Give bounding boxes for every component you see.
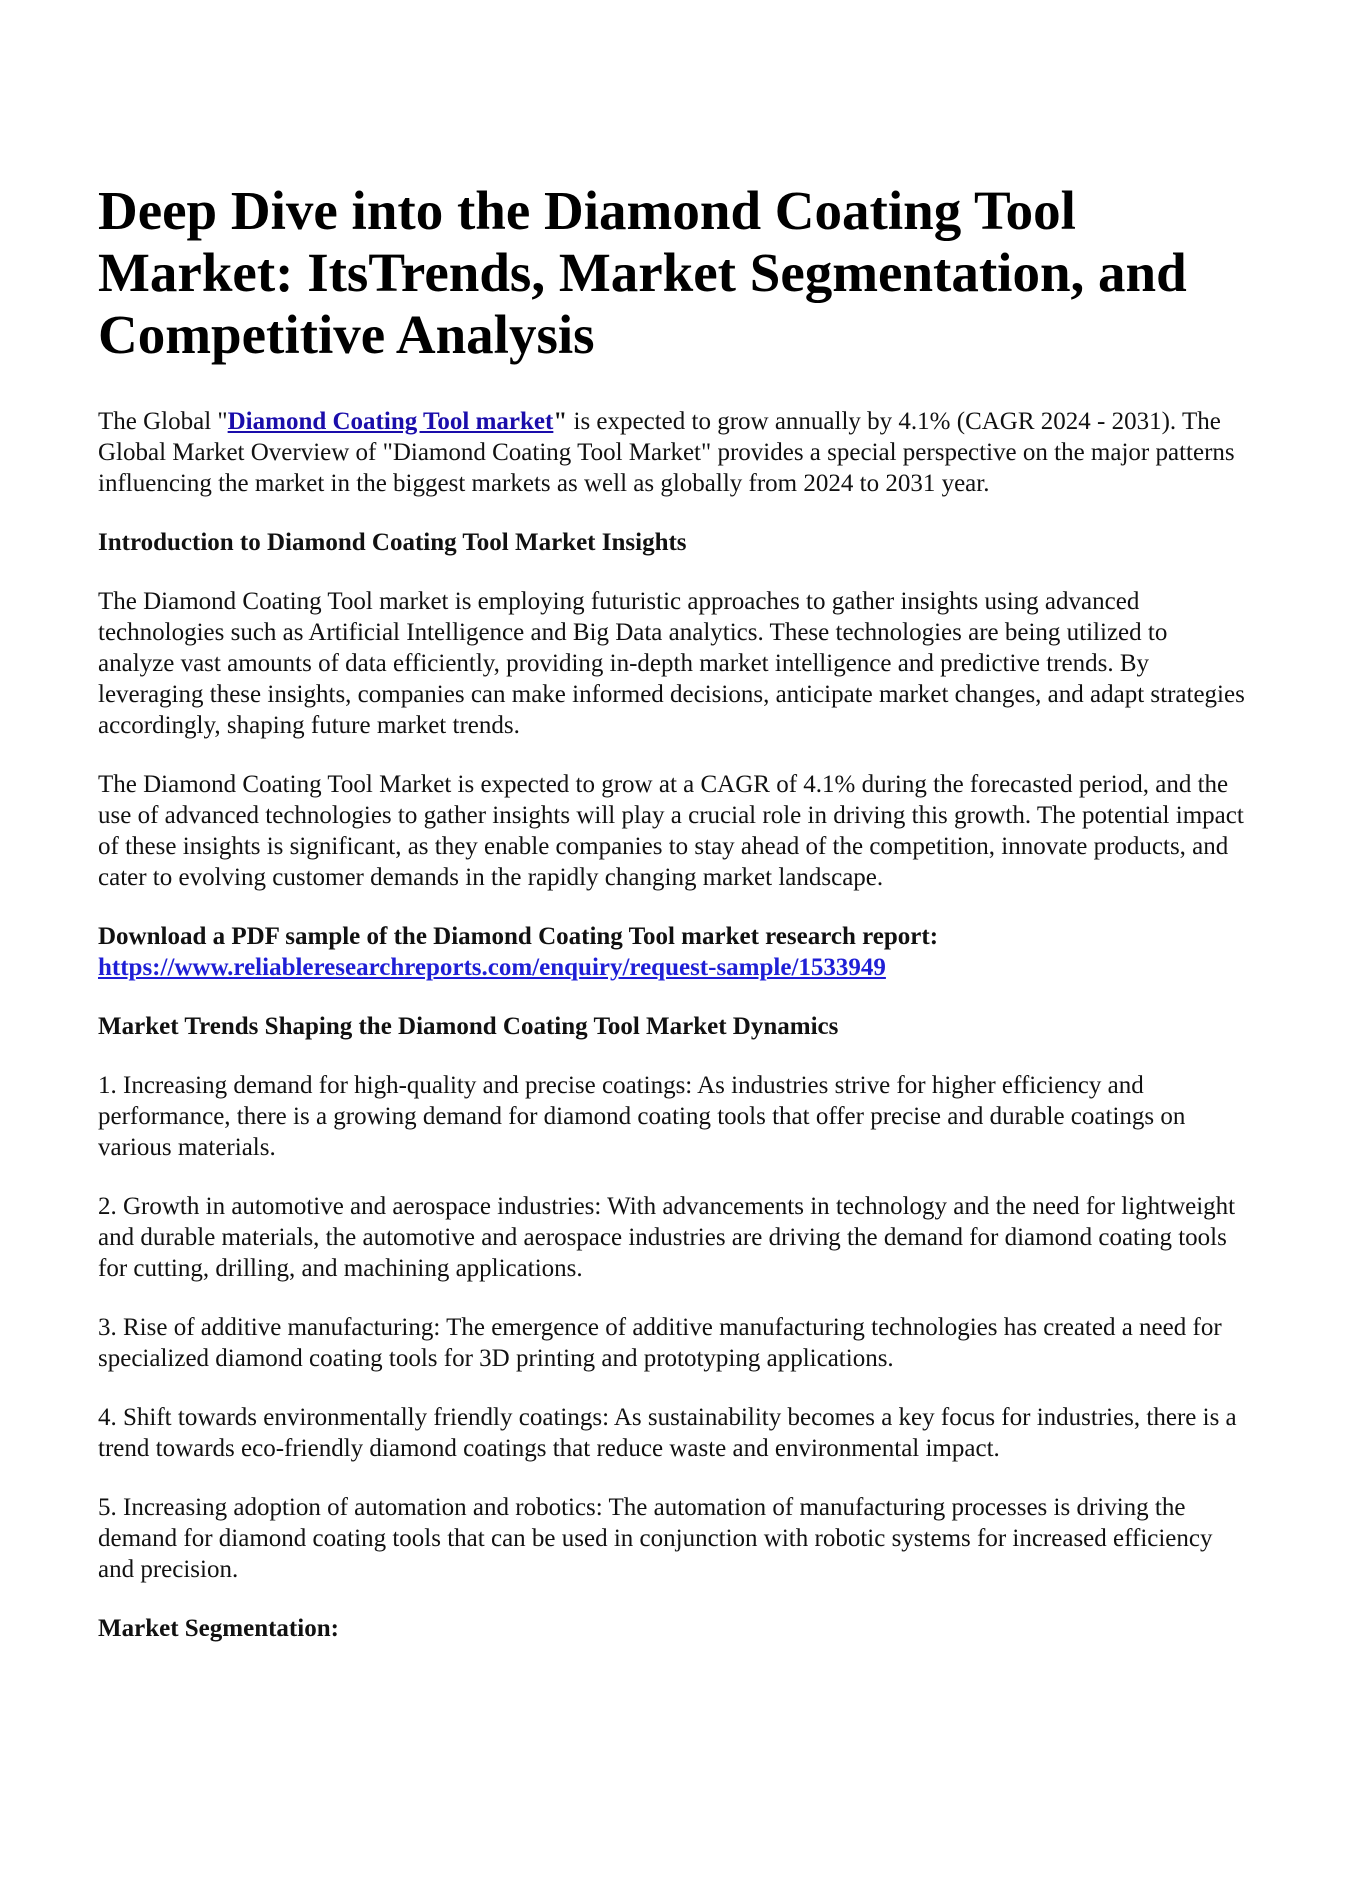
market-link[interactable]: Diamond Coating Tool market: [227, 408, 554, 435]
sample-request-link[interactable]: https://www.reliableresearchreports.com/enquiry/request-sample/1533949: [98, 954, 886, 981]
download-label: Download a PDF sample of the Diamond Coating Tool market research report:: [98, 923, 939, 950]
trend-item-4: 4. Shift towards environmentally friendly coatings: As sustainability becomes a key focus for industries, there is a trend towards eco-friendly diamond coatings that reduce waste and environmental impact.: [98, 1404, 1237, 1462]
download-block: [98, 921, 1247, 983]
insights-paragraph-2: The Diamond Coating Tool Market is expected to grow at a CAGR of 4.1% during the forecasted period, and the use of advanced technologies to gather insights will play a crucial role in driving this growth. The potential impact of these insights is significant, as they enable companies to stay ahead of the competition, innovate products, and cater to evolving customer demands in the rapidly changing market landscape.: [98, 771, 1244, 891]
trends-heading: Market Trends Shaping the Diamond Coating Tool Market Dynamics: [98, 1013, 839, 1040]
page-title: Deep Dive into the Diamond Coating Tool Market: ItsTrends, Market Segmentation, and Competitive Analysis: [98, 180, 1187, 365]
intro-quote-close: ": [553, 408, 568, 435]
trend-item-3: 3. Rise of additive manufacturing: The emergence of additive manufacturing technologies has created a need for specialized diamond coating tools for 3D printing and prototyping applications.: [98, 1314, 1222, 1372]
trend-item-1: 1. Increasing demand for high-quality and precise coatings: As industries strive for higher efficiency and performance, there is a growing demand for diamond coating tools that offer precise and durable coatings on various materials.: [98, 1072, 1186, 1161]
intro-paragraph: [98, 406, 1247, 499]
insights-heading: Introduction to Diamond Coating Tool Market Insights: [98, 529, 687, 556]
intro-prefix: The Global ": [98, 408, 228, 435]
trend-item-5: 5. Increasing adoption of automation and robotics: The automation of manufacturing processes is driving the demand for diamond coating tools that can be used in conjunction with robotic systems for increased efficiency and precision.: [98, 1494, 1213, 1583]
segmentation-heading: Market Segmentation:: [98, 1615, 339, 1642]
trend-item-2: 2. Growth in automotive and aerospace industries: With advancements in technology and the need for lightweight and durable materials, the automotive and aerospace industries are driving the demand for diamond coating tools for cutting, drilling, and machining applications.: [98, 1193, 1236, 1282]
intro-suffix: is expected to grow annually by 4.1% (CAGR 2024 - 2031). The Global Market Overview of "Diamond Coating Tool Market" provides a special perspective on the major patterns influencing the market in the biggest markets as well as globally from 2024 to 2031 year.: [98, 408, 1235, 497]
insights-paragraph-1: The Diamond Coating Tool market is employing futuristic approaches to gather insights using advanced technologies such as Artificial Intelligence and Big Data analytics. These technologies are being utilized to analyze vast amounts of data efficiently, providing in-depth market intelligence and predictive trends. By leveraging these insights, companies can make informed decisions, anticipate market changes, and adapt strategies accordingly, shaping future market trends.: [98, 588, 1245, 739]
